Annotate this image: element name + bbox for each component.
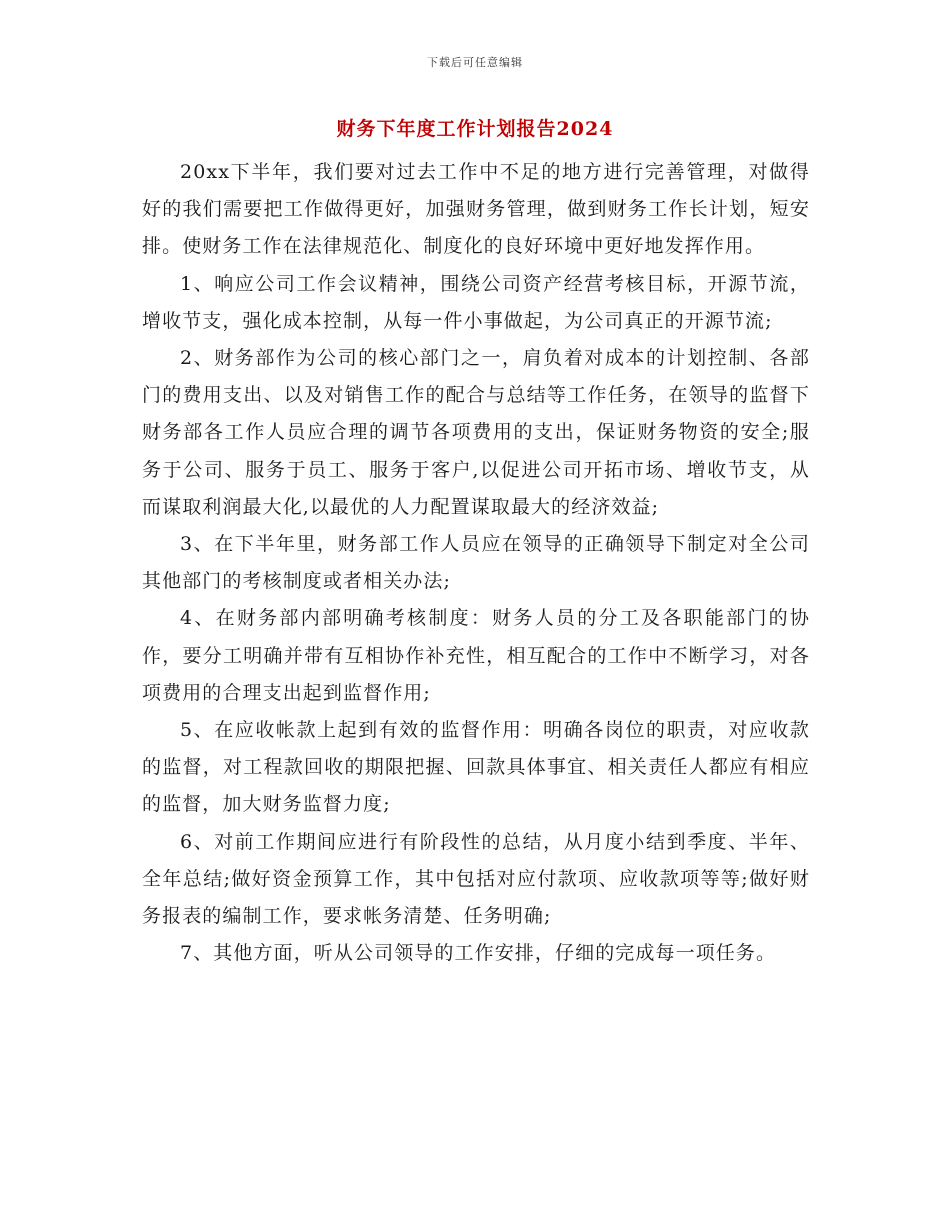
paragraph-item-5: 5、在应收帐款上起到有效的监督作用：明确各岗位的职责，对应收款的监督，对工程款回收的期限把握、回款具体事宜、相关责任人都应有相应的监督，加大财务监督力度; [142, 719, 810, 816]
paragraph-item-4: 4、在财务部内部明确考核制度：财务人员的分工及各职能部门的协作，要分工明确并带有互相协作补充性，相互配合的工作中不断学习，对各项费用的合理支出起到监督作用; [142, 607, 810, 704]
paragraph-item-6: 6、对前工作期间应进行有阶段性的总结，从月度小结到季度、半年、全年总结;做好资金预算工作，其中包括对应付款项、应收款项等等;做好财务报表的编制工作，要求帐务清楚、任务明确; [142, 830, 810, 928]
document-title: 财务下年度工作计划报告2024 [336, 118, 614, 140]
paragraph-intro: 20xx下半年，我们要对过去工作中不足的地方进行完善管理，对做得好的我们需要把工作做得更好，加强财务管理，做到财务工作长计划，短安排。使财务工作在法律规范化、制度化的良好环境中更好地发挥作用。 [142, 161, 810, 258]
paragraph-item-1: 1、响应公司工作会议精神，围绕公司资产经营考核目标，开源节流，增收节支，强化成本控制，从每一件小事做起，为公司真正的开源节流; [142, 272, 810, 332]
paragraph-item-2: 2、财务部作为公司的核心部门之一，肩负着对成本的计划控制、各部门的费用支出、以及对销售工作的配合与总结等工作任务，在领导的监督下财务部各工作人员应合理的调节各项费用的支出，保证财务物资的安全;服务于公司、服务于员工、服务于客户,以促进公司开拓市场、增收节支，从而谋取利润最大化,以最优的人力配置谋取最大的经济效益; [142, 347, 810, 518]
document-body [142, 154, 810, 972]
paragraph-item-7: 7、其他方面，听从公司领导的工作安排，仔细的完成每一项任务。 [180, 942, 777, 965]
header-note: 下载后可任意编辑 [427, 56, 523, 69]
paragraph-item-3: 3、在下半年里，财务部工作人员应在领导的正确领导下制定对全公司其他部门的考核制度或者相关办法; [142, 533, 810, 593]
